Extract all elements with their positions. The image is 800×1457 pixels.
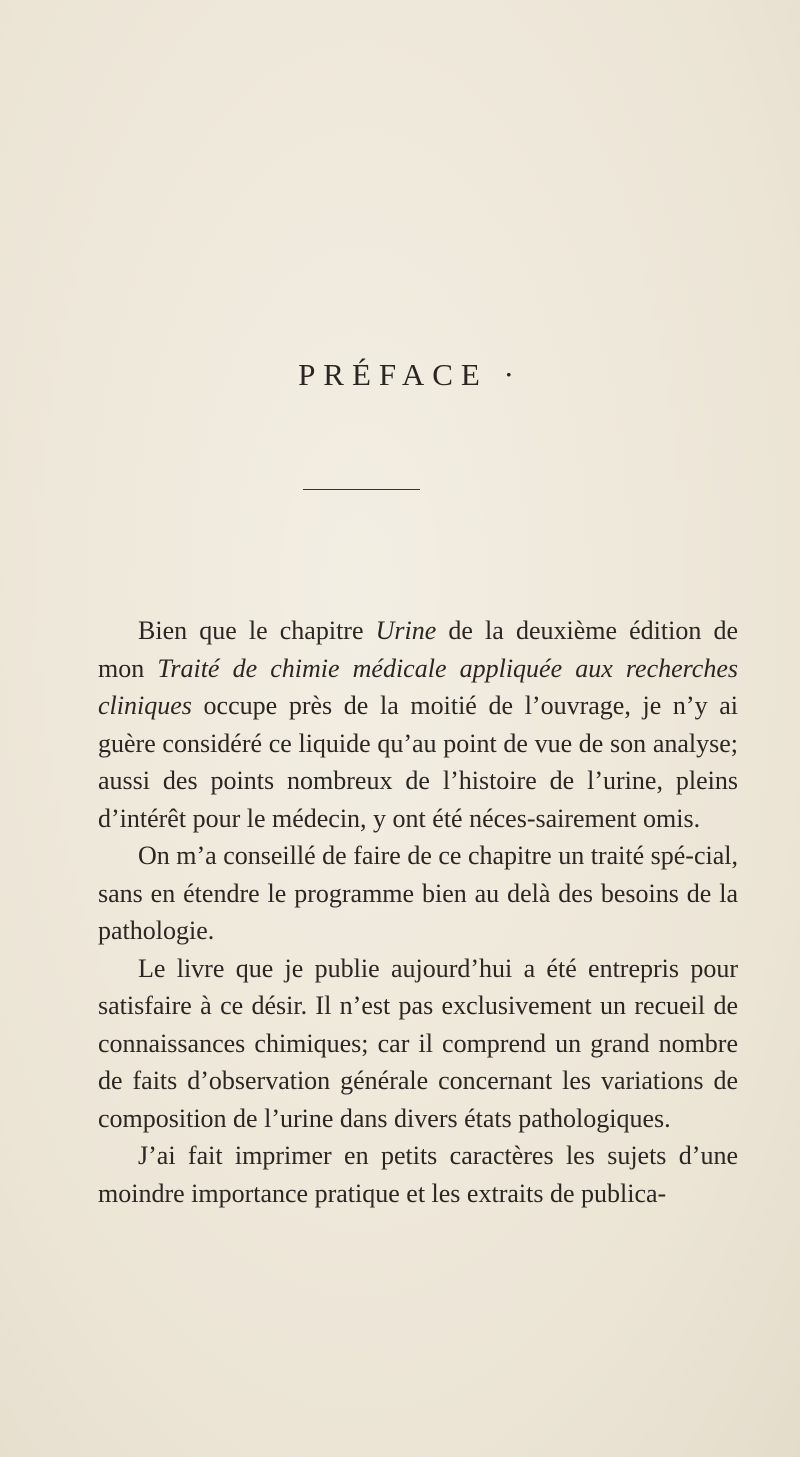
paragraph-4 (98, 1137, 738, 1212)
paragraph-1 (98, 612, 738, 837)
paragraph-1-part-5: occupe près de la moitié de l’ouvrage, je n’y ai guère considéré ce liquide qu’au point de vue de son analyse; aussi des points nombreux de l’histoire de l’urine, pleins d’intérêt pour le médecin, y ont été néces-sairement omis. (98, 691, 738, 833)
urine-chapter-title: Urine (375, 616, 437, 645)
paragraph-1-part-3: de la deuxième édition de mon (98, 616, 738, 683)
paragraph-1-part-1: Bien que le chapitre (138, 616, 376, 645)
preface-body (98, 612, 738, 1212)
paragraph-2-text: On m’a conseillé de faire de ce chapitre un traité spé-cial, sans en étendre le programme bien au delà des besoins de la pathologie. (98, 841, 738, 945)
paragraph-2 (98, 837, 738, 950)
page-title: PRÉFACE · (298, 357, 522, 392)
paragraph-3-text: Le livre que je publie aujourd’hui a été entrepris pour satisfaire à ce désir. Il n’est pas exclusivement un recueil de connaissances chimiques; car il comprend un grand nombre de faits d’observation générale concernant les variations de composition de l’urine dans divers états pathologiques. (98, 953, 738, 1133)
paragraph-3 (98, 950, 738, 1138)
treatise-title: Traité de chimie médicale appliquée aux recherches cliniques (98, 653, 738, 720)
title-divider (303, 489, 420, 490)
paragraph-4-text: J’ai fait imprimer en petits caractères les sujets d’une moindre importance pratique et les extraits de publica- (98, 1141, 738, 1208)
